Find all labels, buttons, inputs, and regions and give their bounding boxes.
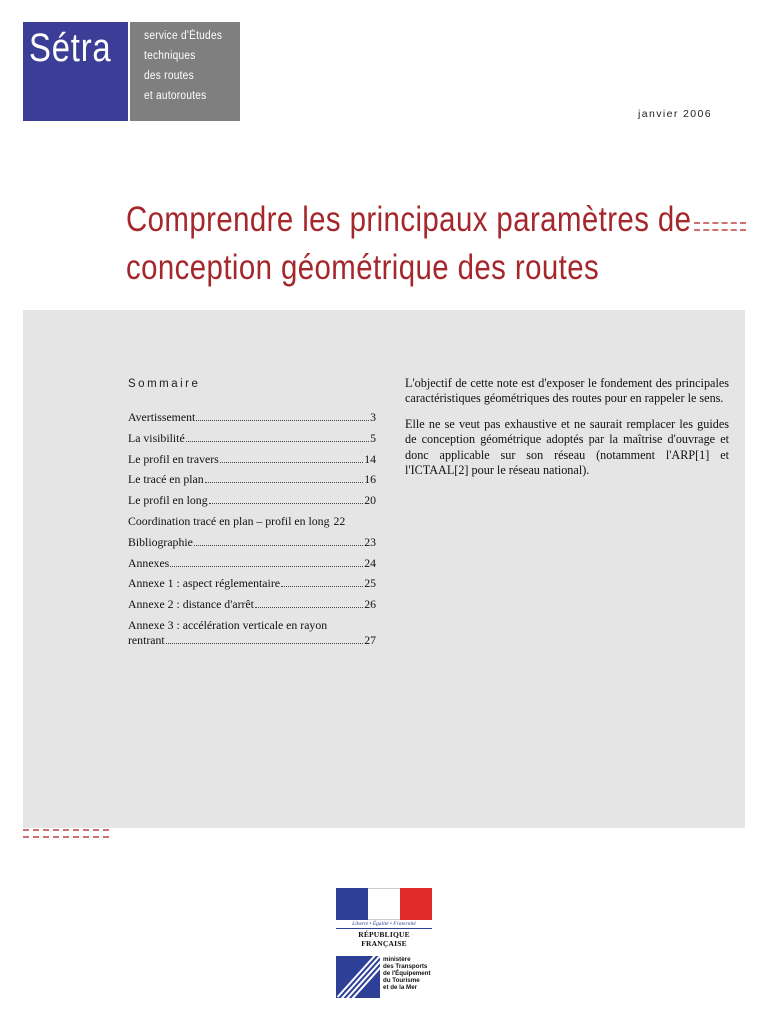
republique-francaise-logo — [336, 888, 432, 998]
title-line-1: Comprendre les principaux paramètres de — [126, 200, 692, 239]
decorative-dashes-left — [23, 829, 109, 838]
toc-leader — [194, 545, 363, 546]
toc-leader — [220, 462, 363, 463]
ministry-name — [383, 956, 431, 998]
ministry-emblem-icon — [336, 956, 380, 998]
toc-item[interactable] — [128, 576, 376, 591]
intro-text — [405, 376, 729, 488]
toc-page: 22 — [333, 513, 346, 528]
toc-item[interactable] — [128, 514, 376, 529]
toc-label: Coordination tracé en plan – profil en long — [128, 513, 330, 528]
tagline-line: et autoroutes — [144, 90, 207, 102]
ministry-line: du Tourisme — [383, 977, 420, 984]
ministry-line: ministère — [383, 956, 411, 963]
toc-label: Annexe 1 : aspect réglementaire — [128, 576, 280, 591]
toc-page: 26 — [364, 597, 376, 612]
toc-item[interactable] — [128, 472, 376, 487]
publication-date: janvier 2006 — [637, 108, 712, 120]
ministry-line: de l'Équipement — [383, 970, 431, 977]
toc-item[interactable] — [128, 452, 376, 467]
toc-page: 27 — [364, 632, 376, 647]
toc-leader — [186, 441, 369, 442]
decorative-dashes-right — [694, 222, 746, 231]
toc-leader — [166, 643, 364, 644]
toc-page: 16 — [364, 472, 376, 487]
toc-label: Le tracé en plan — [128, 472, 204, 487]
intro-paragraph-2: Elle ne se veut pas exhaustive et ne saurait remplacer les guides de conception géométrique adoptés par la maîtrise d'ouvrage et donc applicable sur son réseau (notamment l'ARP[1] et l'ICTAAL[2] pour le réseau national). — [405, 416, 729, 478]
setra-logo-tagline — [130, 22, 240, 121]
toc-page: 3 — [370, 410, 376, 424]
ministry-logo — [336, 956, 432, 998]
tagline-line: techniques — [144, 50, 196, 62]
toc-label: Le profil en travers — [128, 451, 219, 466]
toc-item[interactable] — [128, 493, 376, 508]
toc-leader — [255, 607, 363, 608]
tagline-line: service d'Études — [144, 30, 223, 42]
toc-leader — [209, 503, 364, 504]
tagline-line: des routes — [144, 70, 194, 82]
toc-label: Annexe 3 : accélération verticale en rayon — [128, 617, 328, 632]
toc-page: 25 — [364, 576, 376, 591]
toc-page: 24 — [364, 555, 376, 570]
toc-label: Avertissement — [128, 410, 196, 424]
toc-item[interactable] — [128, 535, 376, 550]
toc-label: Bibliographie — [128, 534, 193, 549]
ministry-line: des Transports — [383, 963, 428, 970]
document-title — [126, 196, 726, 292]
toc-label: Annexes — [128, 555, 170, 570]
toc-item[interactable] — [128, 556, 376, 571]
toc-item[interactable] — [128, 431, 376, 446]
toc-label: La visibilité — [128, 430, 185, 445]
toc-page: 23 — [364, 534, 376, 549]
toc-item[interactable] — [128, 410, 376, 425]
toc-label: Le profil en long — [128, 493, 208, 508]
ministry-line: et de la Mer — [383, 984, 418, 991]
table-of-contents — [128, 410, 376, 654]
toc-leader — [196, 420, 369, 421]
republic-name: RÉPUBLIQUE FRANÇAISE — [336, 928, 432, 948]
toc-label: rentrant — [128, 632, 165, 647]
toc-page: 5 — [370, 430, 376, 445]
toc-page: 14 — [364, 451, 376, 466]
toc-leader — [205, 482, 364, 483]
french-flag-icon — [336, 888, 432, 920]
republic-motto: Liberté • Égalité • Fraternité — [352, 921, 416, 927]
toc-page: 20 — [364, 493, 376, 508]
setra-logo-name: Sétra — [29, 26, 112, 70]
toc-label-continuation — [128, 633, 376, 648]
toc-item[interactable] — [128, 618, 376, 648]
setra-logo — [23, 22, 128, 121]
toc-item[interactable] — [128, 597, 376, 612]
sommaire-heading: Sommaire — [128, 378, 201, 390]
title-line-2: conception géométrique des routes — [126, 248, 600, 287]
toc-leader — [281, 586, 363, 587]
intro-paragraph-1: L'objectif de cette note est d'exposer le fondement des principales caractéristiques géométriques des routes pour en rappeler le sens. — [405, 376, 729, 406]
toc-label: Annexe 2 : distance d'arrêt — [128, 597, 254, 612]
toc-leader — [170, 566, 363, 567]
